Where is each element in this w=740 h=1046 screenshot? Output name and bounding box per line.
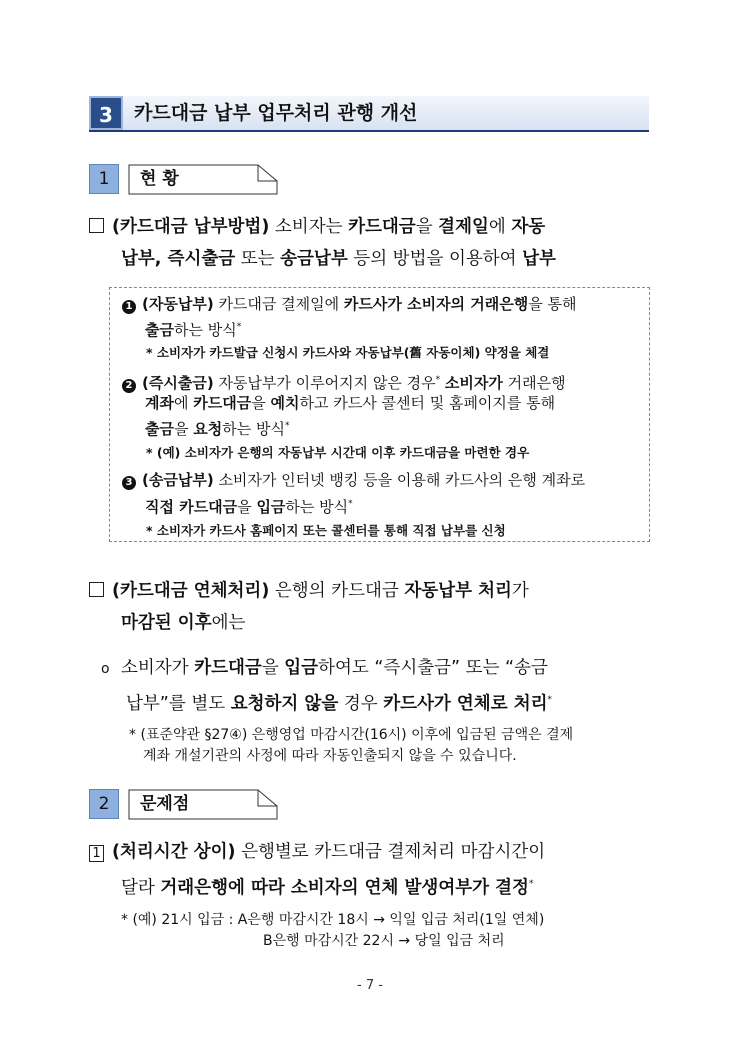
page-number: - 7 - (357, 978, 383, 993)
text-run: 소비자가 (444, 374, 503, 392)
text-run: 납부, 즉시출금 (121, 249, 236, 269)
text-run: 에 (488, 217, 512, 237)
text-run: 또는 (235, 249, 281, 269)
boxed-number-1-icon: 1 (89, 845, 104, 862)
text-run: (카드대금 납부방법) (112, 217, 270, 237)
circled-number-1-icon: 1 (122, 300, 136, 314)
text-run: 에 (173, 394, 194, 412)
text-run: 요청하지 않을 (230, 693, 339, 714)
text-run: 경우 (338, 693, 384, 714)
subhead-label-1: 현 황 (140, 169, 179, 189)
text-run: (카드대금 연체처리) (112, 581, 270, 601)
para3-line2 (126, 684, 552, 721)
text-run: 소비자가 (121, 658, 195, 678)
text-run: 을 (251, 394, 271, 412)
subhead-label-2: 문제점 (140, 794, 190, 814)
box-item1-line2-text (145, 321, 237, 339)
para3-line1-text (121, 658, 548, 678)
section-title: 카드대금 납부 업무처리 관행 개선 (134, 102, 418, 124)
para1-line1-text (112, 217, 545, 237)
text-run: 송금납부 (280, 249, 348, 269)
para3-footnote1: * (표준약관 §27④) 은행영업 마감시간(16시) 이후에 입금된 금액은 결제 (129, 727, 574, 743)
text-run: 거래은행에 따라 소비자의 연체 발생여부가 결정 (160, 877, 529, 898)
text-run: 카드대금 (194, 658, 262, 678)
text-run: 등의 방법을 이용하여 (347, 249, 523, 269)
checkbox-bullet-icon (89, 218, 104, 233)
text-run: 하는 방식 (222, 420, 285, 438)
subhead-tab-2 (128, 789, 278, 819)
box-item1-line1 (122, 293, 576, 316)
text-run: 을 (415, 217, 439, 237)
text-run: 소비자는 (269, 217, 349, 237)
box-item3-line1 (122, 469, 585, 492)
text-run: 계좌 (145, 394, 174, 412)
text-run: 달라 (121, 877, 161, 898)
text-run: (즉시출금) (142, 374, 214, 392)
box-item3-line1-text (142, 471, 585, 489)
para1-line2 (121, 243, 556, 276)
text-run: 을 통해 (528, 295, 577, 313)
text-run: * (547, 695, 553, 705)
box-item1-line2: 출금하는 방식* (145, 321, 242, 339)
text-run: 가 (511, 581, 529, 601)
box-item2-line1-text (142, 374, 566, 392)
text-run: 을 (173, 420, 194, 438)
text-run: 마감된 이후 (121, 613, 212, 633)
text-run: 하고 카드사 콜센터 및 홈페이지를 통해 (299, 394, 556, 412)
text-run: 하는 방식 (173, 321, 237, 339)
text-run: 자동납부가 이루어지지 않은 경우 (213, 374, 436, 392)
text-run: 카드사가 소비자의 거래은행 (343, 295, 529, 313)
box-item3-line2: 직접 카드대금을 입금하는 방식* (145, 498, 353, 516)
text-run: 카드사가 연체로 처리 (383, 693, 548, 714)
para2-line2 (121, 607, 245, 640)
text-run: (송금납부) (142, 471, 214, 489)
text-run: 소비자가 인터넷 뱅킹 등을 이용해 카드사의 은행 계좌로 (213, 471, 586, 489)
text-run: 요청 (193, 420, 223, 438)
checkbox-bullet-icon (89, 582, 104, 597)
text-run: 을 (261, 658, 285, 678)
text-run: 결제일 (438, 217, 489, 237)
text-run: * (435, 375, 441, 385)
text-run: 납부”를 별도 (126, 693, 231, 714)
para2-line1-text (112, 581, 529, 601)
text-run: 하는 방식 (285, 498, 349, 516)
para3-footnote2: 계좌 개설기관의 사정에 따라 자동인출되지 않을 수 있습니다. (143, 748, 517, 764)
text-run: 납부 (522, 249, 556, 269)
box-item2-note: * (예) 소비자가 은행의 자동납부 시간대 이후 카드대금을 마련한 경우 (146, 445, 530, 460)
text-run: 카드대금 결제일에 (213, 295, 344, 313)
box-item2-line2 (145, 392, 555, 415)
circled-number-3-icon: 3 (122, 476, 136, 490)
text-run: 은행의 카드대금 (269, 581, 405, 601)
para3-line1 (101, 652, 548, 686)
box-item3-note: * 소비자가 카드사 홈페이지 또는 콜센터를 통해 직접 납부를 신청 (146, 523, 506, 538)
text-run: 예치 (270, 394, 300, 412)
text-run: (자동납부) (142, 295, 214, 313)
text-run: 카드대금 (348, 217, 416, 237)
box-item1-line1-text (142, 295, 576, 313)
text-run: 은행별로 카드대금 결제처리 마감시간이 (235, 842, 546, 862)
text-run: 에는 (211, 613, 246, 633)
text-run: 출금 (145, 420, 174, 438)
para1-line1 (89, 211, 545, 244)
box-item2-line3-text (145, 420, 285, 438)
box-item1-note: * 소비자가 카드발급 신청시 카드사와 자동납부(舊 자동이체) 약정을 체결 (146, 345, 550, 360)
text-run: 을 (237, 498, 257, 516)
subhead-number-1: 1 (89, 164, 119, 194)
para2-line1 (89, 575, 529, 608)
text-run: 직접 카드대금 (145, 498, 238, 516)
text-run: 출금 (145, 321, 174, 339)
circled-number-2-icon: 2 (122, 379, 136, 393)
para4-line1 (89, 836, 545, 869)
para4-footnote1: * (예) 21시 입금 : A은행 마감시간 18시 → 익일 입금 처리(1일 연체) (121, 912, 545, 928)
subhead-tab-1 (128, 164, 278, 194)
text-run: 입금 (256, 498, 286, 516)
circle-bullet-icon: o (101, 661, 110, 677)
para4-line2 (121, 868, 533, 905)
para4-footnote2: B은행 마감시간 22시 → 당일 입금 처리 (263, 933, 505, 949)
text-run: 하여도 “즉시출금” 또는 “송금 (318, 658, 548, 678)
text-run: 거래은행 (502, 374, 566, 392)
text-run: * (528, 879, 534, 889)
text-run: 자동 (511, 217, 546, 237)
box-item3-line2-text (145, 498, 348, 516)
text-run: 카드대금 (193, 394, 252, 412)
box-item2-line3: 출금을 요청하는 방식* (145, 420, 290, 438)
text-run: 자동납부 처리 (404, 581, 512, 601)
text-run: 입금 (284, 658, 319, 678)
subhead-number-2: 2 (89, 789, 119, 819)
para4-line1-text (112, 842, 545, 862)
text-run: (처리시간 상이) (112, 842, 236, 862)
section-number: 3 (89, 96, 123, 130)
